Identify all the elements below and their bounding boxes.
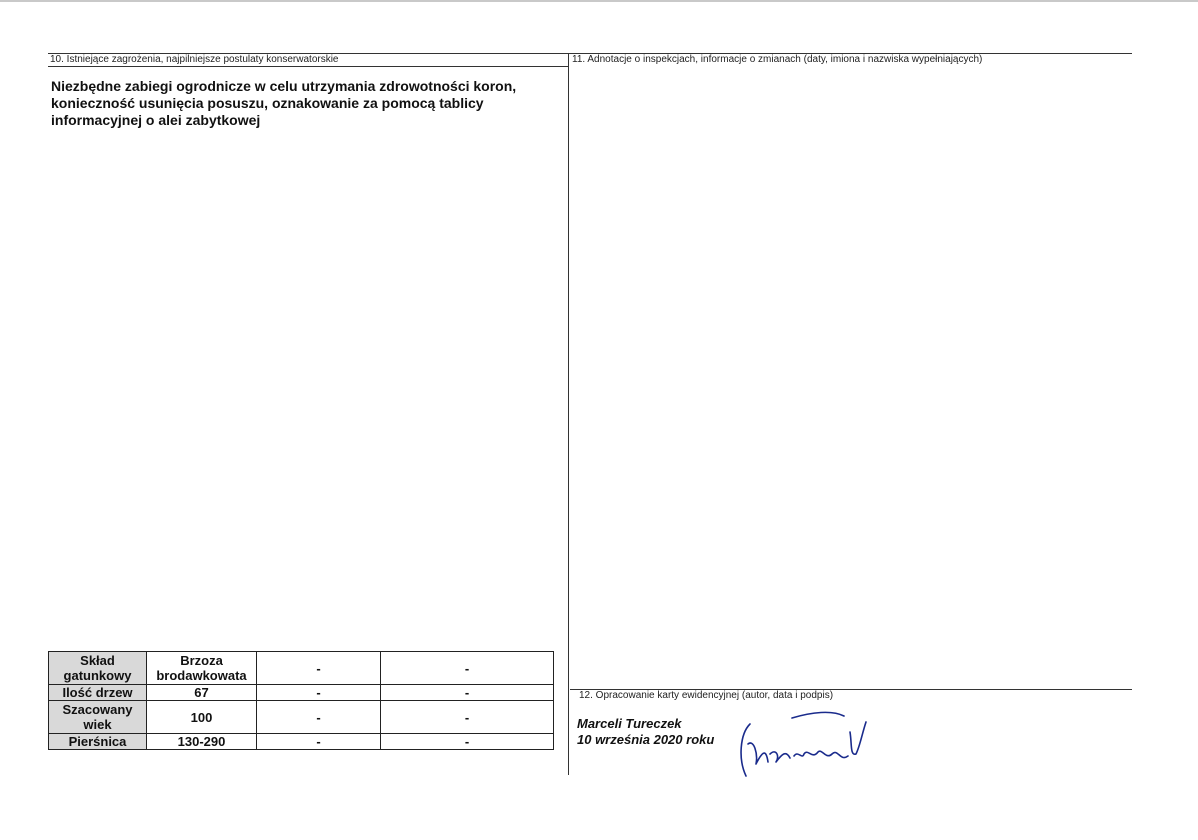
row-label — [49, 652, 147, 685]
signature-icon — [732, 704, 882, 784]
table-row — [49, 701, 554, 734]
section-10-body-line: Niezbędne zabiegi ogrodnicze w celu utrzymania zdrowotności koron, — [51, 78, 517, 94]
table-cell: - — [257, 701, 381, 734]
species-table — [48, 651, 554, 750]
row-label: Pierśnica — [49, 734, 147, 750]
table-cell: 67 — [147, 685, 257, 701]
table-cell: 130-290 — [147, 734, 257, 750]
table-cell: - — [381, 652, 554, 685]
cell-line: brodawkowata — [156, 668, 247, 683]
table-cell: - — [257, 652, 381, 685]
table-row — [49, 652, 554, 685]
table-cell: - — [257, 734, 381, 750]
row-label: Ilość drzew — [49, 685, 147, 701]
author-block — [577, 716, 714, 748]
row-label-line: wiek — [83, 717, 112, 732]
section-10-body-line: informacyjnej o alei zabytkowej — [51, 112, 261, 128]
section-11-header: 11. Adnotacje o inspekcjach, informacje o zmianach (daty, imiona i nazwiska wypełniających) — [572, 54, 983, 65]
table-cell: - — [381, 685, 554, 701]
table-cell: 100 — [147, 701, 257, 734]
page-top-edge — [0, 0, 1198, 2]
table-cell: - — [381, 701, 554, 734]
column-divider — [568, 53, 569, 775]
row-label-line: gatunkowy — [63, 668, 132, 683]
table-row — [49, 734, 554, 750]
section-10-header: 10. Istniejące zagrożenia, najpilniejsze postulaty konserwatorskie — [48, 54, 568, 67]
section-10-body — [51, 78, 551, 129]
row-label-line: Skład — [80, 653, 115, 668]
table-cell: - — [381, 734, 554, 750]
table-cell: - — [257, 685, 381, 701]
table-row — [49, 685, 554, 701]
author-date: 10 września 2020 roku — [577, 732, 715, 747]
row-label — [49, 701, 147, 734]
table-cell — [147, 652, 257, 685]
author-name: Marceli Tureczek — [577, 716, 682, 731]
section-12-header: 12. Opracowanie karty ewidencyjnej (autor, data i podpis) — [579, 690, 834, 701]
section-10-body-line: konieczność usunięcia posuszu, oznakowanie za pomocą tablicy — [51, 95, 484, 111]
cell-line: Brzoza — [180, 653, 223, 668]
row-label-line: Szacowany — [62, 702, 133, 717]
